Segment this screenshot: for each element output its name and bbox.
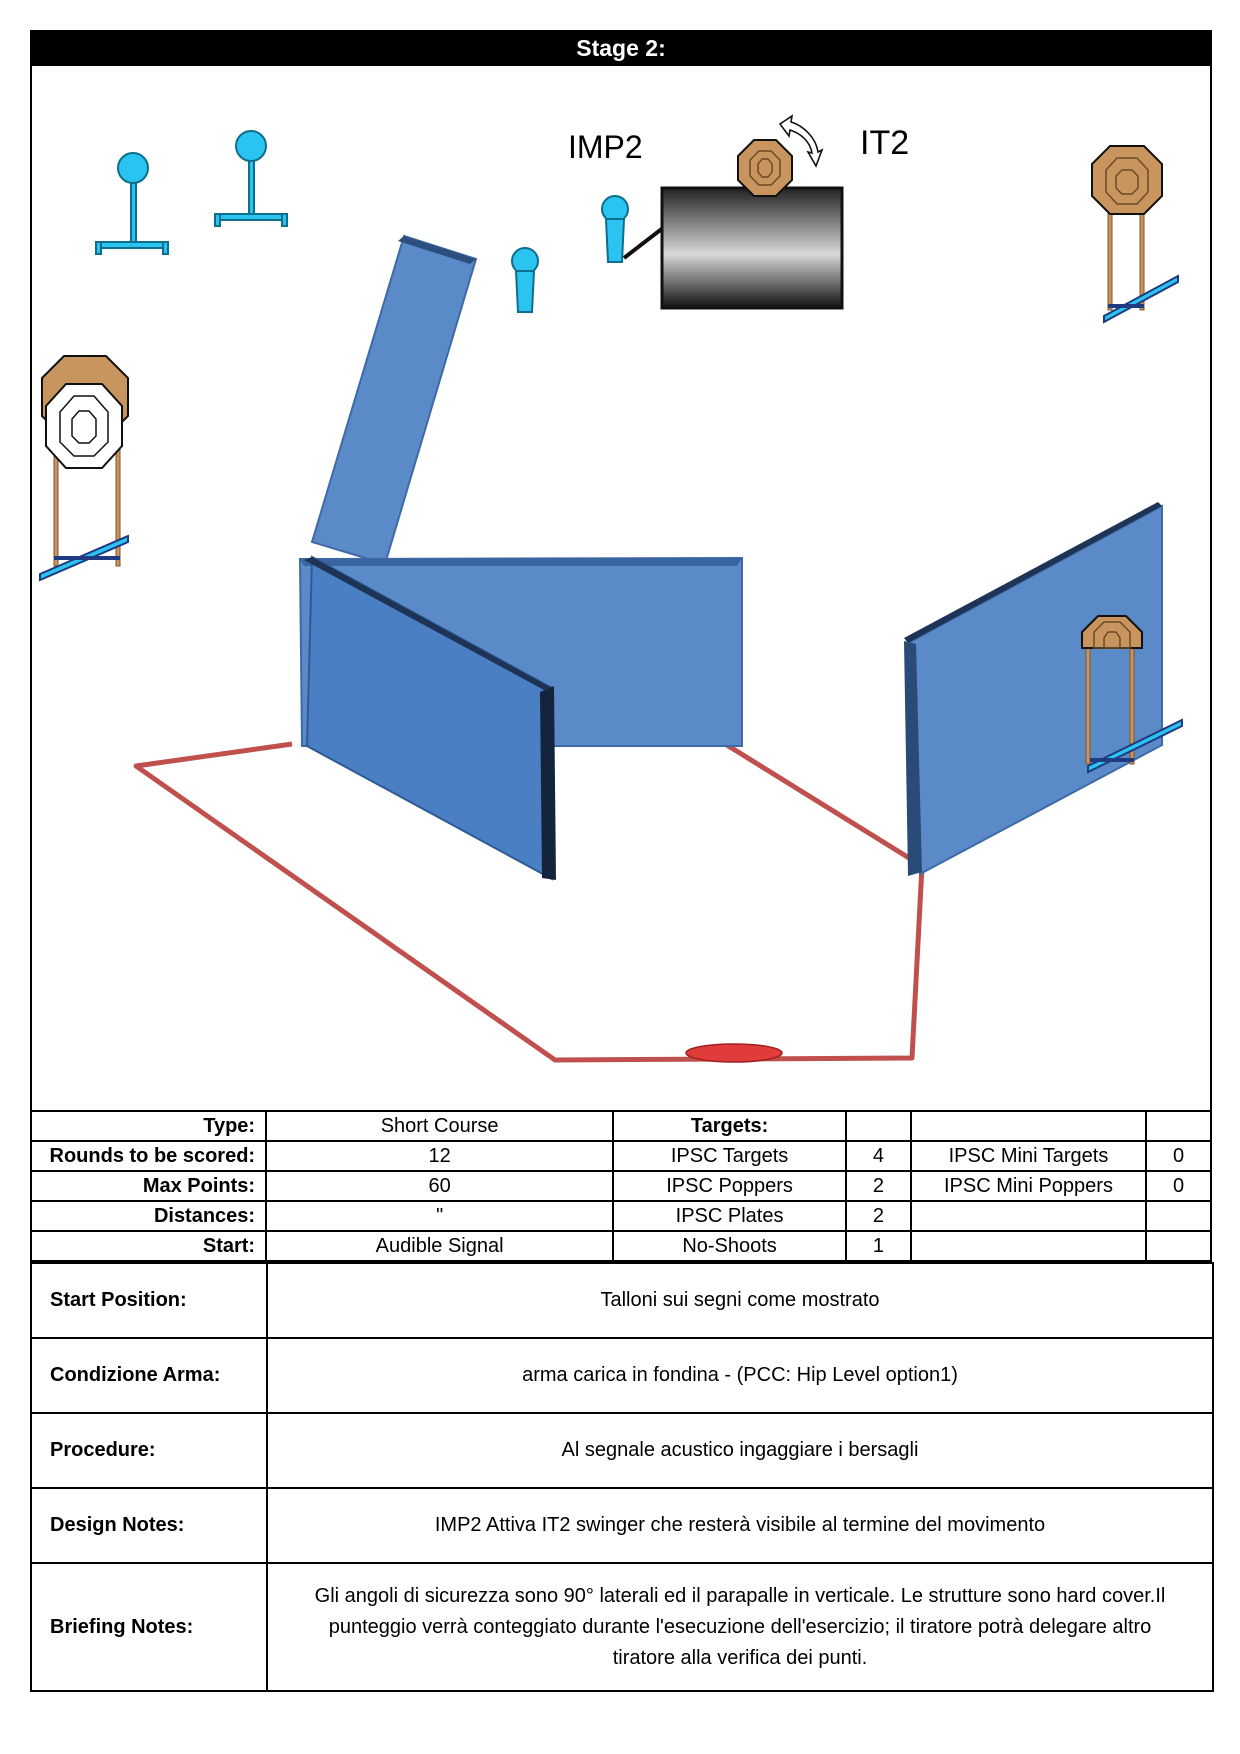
steel-plate-1 xyxy=(96,153,168,254)
design-notes-label: Design Notes: xyxy=(31,1488,267,1563)
wall-right xyxy=(904,502,1162,876)
target-type-name: IPSC Targets xyxy=(613,1141,846,1171)
swinger-target-it2 xyxy=(738,140,792,196)
type-value: Short Course xyxy=(266,1111,613,1141)
target-type-name: IPSC Plates xyxy=(613,1201,846,1231)
label-imp2: IMP2 xyxy=(568,129,643,165)
stage-info-table xyxy=(30,1110,1212,1262)
stage-sheet xyxy=(30,30,1212,1692)
condizione-arma-value: arma carica in fondina - (PCC: Hip Level option1) xyxy=(267,1338,1213,1413)
stage-notes-table xyxy=(30,1262,1214,1692)
label-it2: IT2 xyxy=(860,124,910,162)
mini-target-count: 0 xyxy=(1146,1141,1211,1171)
table-row xyxy=(31,1111,1211,1141)
maxpoints-label: Max Points: xyxy=(31,1171,266,1201)
target-type-count: 2 xyxy=(846,1171,911,1201)
target-type-count: 1 xyxy=(846,1231,911,1261)
popper-1 xyxy=(512,248,538,312)
table-row xyxy=(31,1141,1211,1171)
mini-target-name: IPSC Mini Targets xyxy=(911,1141,1146,1171)
mini-target-name: IPSC Mini Poppers xyxy=(911,1171,1146,1201)
target-type-name: No-Shoots xyxy=(613,1231,846,1261)
wall-back-diagonal xyxy=(312,236,476,564)
start-marker xyxy=(686,1044,782,1062)
start-label: Start: xyxy=(31,1231,266,1261)
target-type-count: 4 xyxy=(846,1141,911,1171)
procedure-label: Procedure: xyxy=(31,1413,267,1488)
steel-plate-2 xyxy=(215,131,287,226)
design-notes-value: IMP2 Attiva IT2 swinger che resterà visibile al termine del movimento xyxy=(267,1488,1213,1563)
ipsc-target-top-right xyxy=(1092,146,1178,322)
mini-target-count: 0 xyxy=(1146,1171,1211,1201)
table-row xyxy=(31,1201,1211,1231)
distances-label: Distances: xyxy=(31,1201,266,1231)
table-row xyxy=(31,1338,1213,1413)
start-position-value: Talloni sui segni come mostrato xyxy=(267,1263,1213,1338)
distances-value: " xyxy=(266,1201,613,1231)
table-row xyxy=(31,1171,1211,1201)
start-position-label: Start Position: xyxy=(31,1263,267,1338)
table-row xyxy=(31,1263,1213,1338)
table-row xyxy=(31,1563,1213,1691)
briefing-notes-label: Briefing Notes: xyxy=(31,1563,267,1691)
start-value: Audible Signal xyxy=(266,1231,613,1261)
rounds-label: Rounds to be scored: xyxy=(31,1141,266,1171)
stage-drawing xyxy=(32,66,1210,1110)
target-type-name: IPSC Poppers xyxy=(613,1171,846,1201)
briefing-notes-value: Gli angoli di sicurezza sono 90° laterali ed il parapalle in verticale. Le strutture sono hard cover.Il punteggio verrà conteggiato durante l'esecuzione dell'esercizio; il tiratore potrà delegare altro tiratore alla verifica dei punti. xyxy=(267,1563,1213,1691)
procedure-value: Al segnale acustico ingaggiare i bersagli xyxy=(267,1413,1213,1488)
table-row xyxy=(31,1413,1213,1488)
ipsc-target-with-no-shoot xyxy=(40,356,128,580)
target-type-count: 2 xyxy=(846,1201,911,1231)
targets-header: Targets: xyxy=(613,1111,846,1141)
stage-diagram xyxy=(30,66,1212,1110)
popper-imp2 xyxy=(602,196,628,262)
stage-title: Stage 2: xyxy=(30,30,1212,66)
table-row xyxy=(31,1231,1211,1261)
type-label: Type: xyxy=(31,1111,266,1141)
rounds-value: 12 xyxy=(266,1141,613,1171)
condizione-arma-label: Condizione Arma: xyxy=(31,1338,267,1413)
table-row xyxy=(31,1488,1213,1563)
maxpoints-value: 60 xyxy=(266,1171,613,1201)
swinger-box xyxy=(662,188,842,308)
